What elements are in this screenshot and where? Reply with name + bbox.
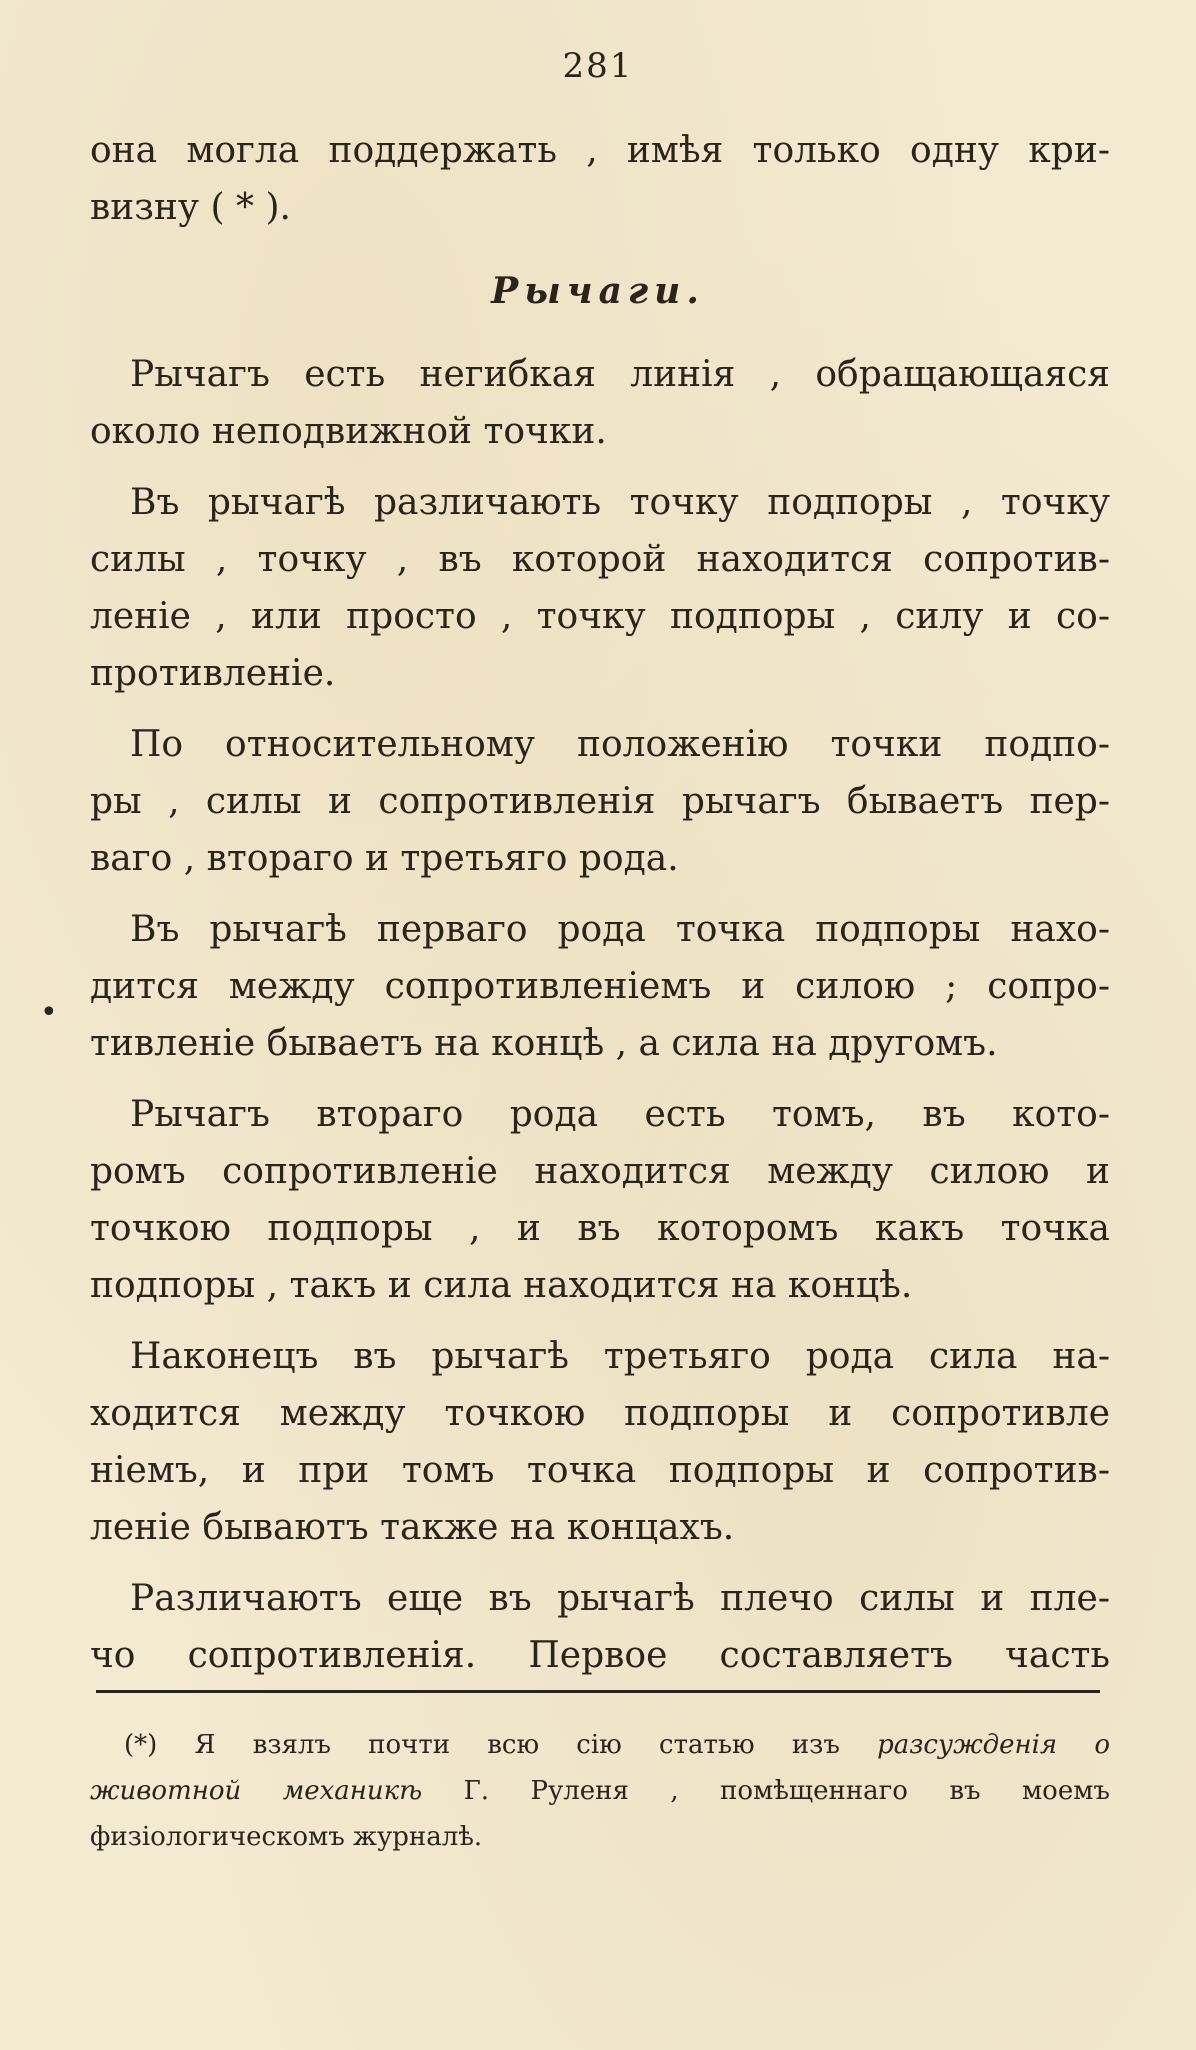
footnote-text: (*) Я взялъ почти всю сію статью изъ <box>124 1730 878 1760</box>
footnote-divider <box>96 1690 1100 1693</box>
paragraph <box>90 901 1110 1072</box>
text-line: Въ рычагѣ перваго рода точка подпоры нахо- <box>130 909 1110 950</box>
text-line: Рычагъ есть негибкая линія , обращающаяся <box>130 354 1110 395</box>
text-line: Въ рычагѣ различають точку подпоры , точку <box>130 482 1110 523</box>
intro-text <box>90 122 1110 236</box>
text-line: ваго , втораго и третьяго рода. <box>90 838 679 879</box>
text-line: ромъ сопротивленіе находится между силою и <box>90 1151 1110 1192</box>
text-line: силы , точку , въ которой находится сопротив- <box>90 539 1110 580</box>
text-line: леніе бываютъ также на концахъ. <box>90 1507 735 1548</box>
section-heading: Рычаги. <box>491 270 705 312</box>
text-line: ходится между точкою подпоры и сопротивле <box>90 1393 1110 1434</box>
text-line: подпоры , такъ и сила находится на концѣ. <box>90 1265 913 1306</box>
text-line: Наконецъ въ рычагѣ третьяго рода сила на- <box>130 1336 1110 1377</box>
page-number: 281 <box>562 46 634 86</box>
footnote-text: Г. Руленя , помѣщеннаго въ моемъ <box>422 1776 1110 1806</box>
footnote <box>90 1722 1110 1860</box>
text-line: По относительному положенію точки подпо- <box>130 724 1110 765</box>
text-line: чо сопротивленія. Первое составляетъ часть <box>90 1635 1110 1676</box>
text-line: дится между сопротивленіемъ и силою ; сопро- <box>90 966 1110 1007</box>
text-line: Различаютъ еще въ рычагѣ плечо силы и пле- <box>130 1578 1110 1619</box>
text-line: Рычагъ втораго рода есть томъ, въ кото- <box>130 1094 1110 1135</box>
text-line: леніе , или просто , точку подпоры , силу и со- <box>90 596 1110 637</box>
footnote-line: физіологическомъ журналѣ. <box>90 1822 483 1852</box>
paragraph <box>90 716 1110 887</box>
footnote-line <box>90 1722 1110 1768</box>
paragraph <box>90 1086 1110 1314</box>
text-line: ры , силы и сопротивленія рычагъ бываетъ пер- <box>90 781 1110 822</box>
paragraph <box>90 346 1110 460</box>
paragraph <box>90 1570 1110 1684</box>
text-line: около неподвижной точки. <box>90 411 607 452</box>
text-line: противленіе. <box>90 653 336 694</box>
text-line: точкою подпоры , и въ которомъ какъ точка <box>90 1208 1110 1249</box>
body-text <box>90 346 1110 1698</box>
footnote-italic-text: разсужденія о <box>877 1730 1110 1760</box>
paragraph <box>90 474 1110 702</box>
text-line: тивленіе бываетъ на концѣ , а сила на другомъ. <box>90 1023 998 1064</box>
footnote-italic-text: животной механикѣ <box>90 1776 423 1806</box>
text-line: она могла поддержать , имѣя только одну кри- <box>90 130 1110 171</box>
footnote-line <box>90 1768 1110 1814</box>
text-line: ніемъ, и при томъ точка подпоры и сопротив- <box>90 1450 1110 1491</box>
text-line: визну ( * ). <box>90 187 291 228</box>
paragraph <box>90 1328 1110 1556</box>
margin-mark: • <box>40 995 58 1030</box>
